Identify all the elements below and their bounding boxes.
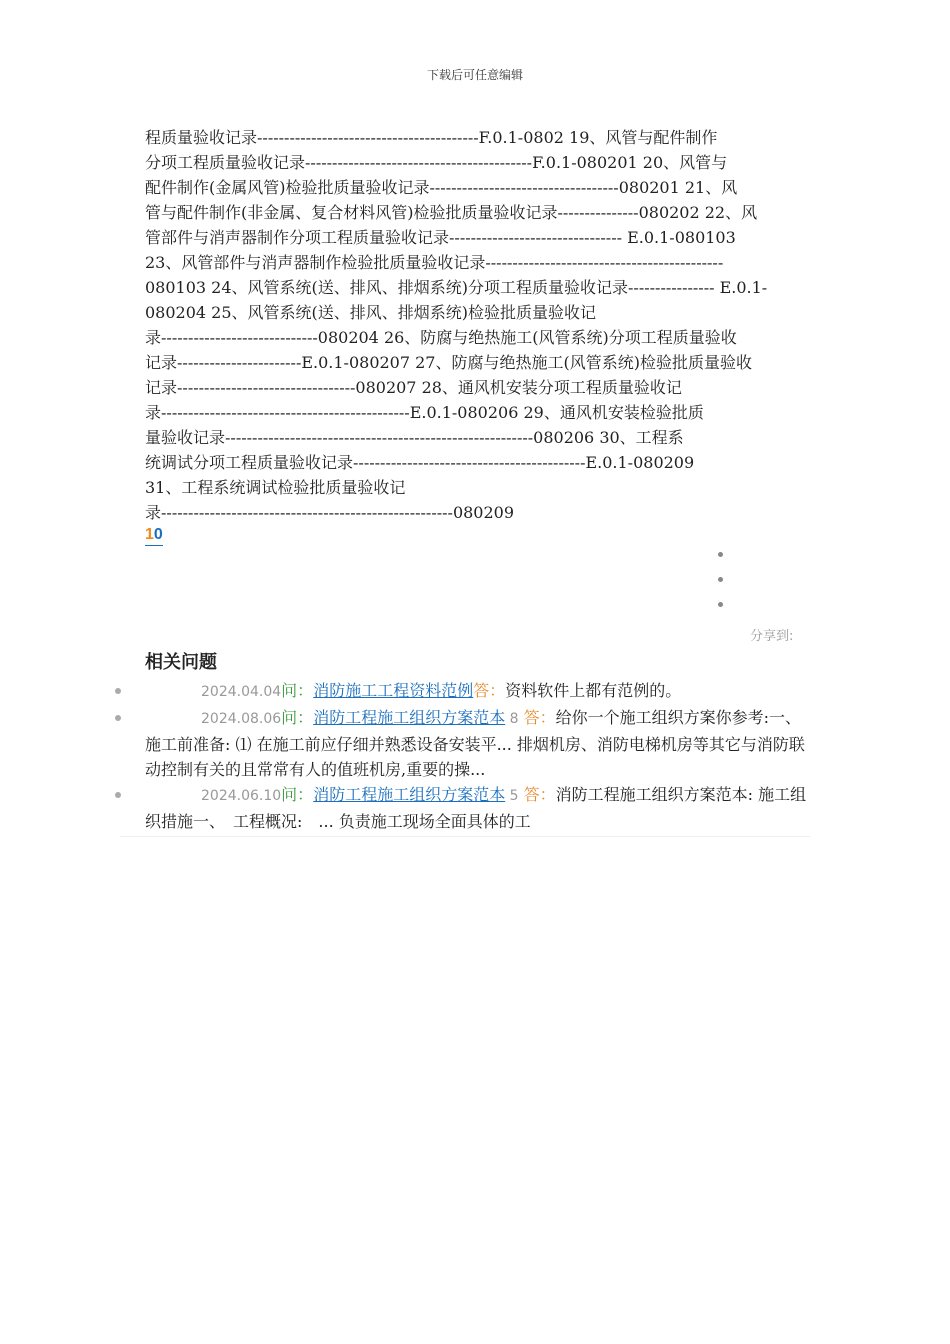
answer-snippet: 资料软件上都有范例的。 [505,681,682,700]
body-line: 配件制作(金属风管)检验批质量验收记录-----------------------------------080201 21、风 [145,178,738,197]
body-line: 管与配件制作(非金属、复合材料风管)检验批质量验收记录---------------080202 22、风 [145,203,758,222]
body-line: 统调试分项工程质量验收记录-------------------------------------------E.0.1-080209 [145,453,695,472]
header-note: 下载后可任意编辑 [426,68,523,82]
question-link[interactable]: 消防施工工程资料范例 [313,681,474,700]
body-line: 量验收记录---------------------------------------------------------080206 30、工程系 [145,428,684,447]
answer-label: 答： [473,681,506,700]
answer-snippet: 消防工程施工组织方案范本: 施工组织措施一、 工程概况: ... 负责施工现场全面具体的工 [145,785,807,831]
document-body [145,125,810,525]
answer-count: 8 [505,711,519,727]
body-line: 记录---------------------------------080207 28、通风机安装分项工程质量验收记 [145,378,682,397]
share-target-icon[interactable] [718,577,723,582]
related-questions-title: 相关问题 [145,652,217,673]
divider [120,836,810,837]
answer-label: 答： [518,785,556,804]
answer-count: 5 [505,788,519,804]
page-indicator-digit: 0 [153,526,163,543]
page-indicator-digit: 1 [145,526,154,543]
body-line: 录----------------------------------------------E.0.1-080206 29、通风机安装检验批质 [145,403,704,422]
share-label: 分享到: [750,629,794,644]
body-line: 080204 25、风管系统(送、排风、排烟系统)检验批质量验收记 [145,303,597,322]
bullet-icon [115,688,121,694]
item-date: 2024.08.06 [201,711,282,727]
list-item [145,678,810,705]
bullet-icon [115,792,121,798]
body-line: 录-----------------------------080204 26、防腐与绝热施工(风管系统)分项工程质量验收 [145,328,737,347]
body-line: 管部件与消声器制作分项工程质量验收记录-------------------------------- E.0.1-080103 [145,228,736,247]
question-link[interactable]: 消防工程施工组织方案范本 [313,708,506,727]
list-item [145,705,810,782]
question-link[interactable]: 消防工程施工组织方案范本 [313,785,506,804]
question-label: 问： [281,708,314,727]
list-item [145,782,810,834]
question-label: 问： [281,785,314,804]
share-target-icon[interactable] [718,552,723,557]
body-line: 程质量验收记录-----------------------------------------F.0.1-0802 19、风管与配件制作 [145,128,718,147]
body-line: 记录-----------------------E.0.1-080207 27、防腐与绝热施工(风管系统)检验批质量验收 [145,353,752,372]
answer-label: 答： [518,708,556,727]
bullet-icon [115,715,121,721]
share-icons [718,552,728,627]
item-date: 2024.06.10 [201,788,282,804]
answer-snippet: 给你一个施工组织方案你参考:一、施工前准备: ⑴ 在施工前应仔细并熟悉设备安装平... 排烟机房、消防电梯机房等其它与消防联动控制有关的且常常有人的值班机房,重要的操... [145,708,805,779]
share-target-icon[interactable] [718,602,723,607]
question-label: 问： [281,681,314,700]
body-line: 080103 24、风管系统(送、排风、排烟系统)分项工程质量验收记录---------------- E.0.1- [145,278,768,297]
body-line: 分项工程质量验收记录------------------------------------------F.0.1-080201 20、风管与 [145,153,728,172]
related-questions-list [145,678,810,834]
body-line: 录------------------------------------------------------080209 [145,503,515,522]
body-line: 31、工程系统调试检验批质量验收记 [145,478,406,497]
item-date: 2024.04.04 [201,684,282,700]
page-indicator-link[interactable] [145,525,163,546]
body-line: 23、风管部件与消声器制作检验批质量验收记录-------------------------------------------- [145,253,724,272]
